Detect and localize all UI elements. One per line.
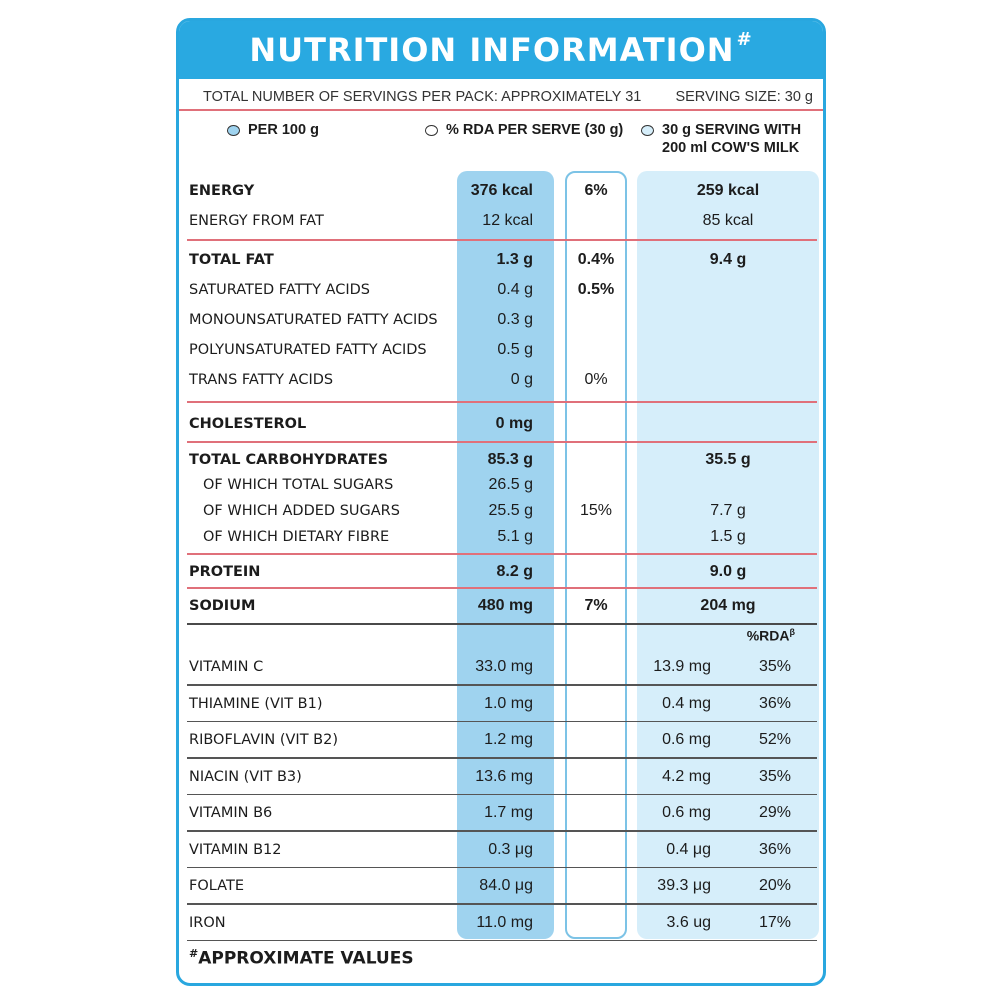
row-total-sugars: OF WHICH TOTAL SUGARS 26.5 g [203, 476, 533, 493]
vitamin-per100: 1.2 mg [484, 731, 533, 748]
footnote: #APPROXIMATE VALUES [189, 947, 414, 969]
row-saturated-fat: SATURATED FATTY ACIDS 0.4 g 0.5% [189, 281, 615, 298]
row-cholesterol: CHOLESTEROL 0 mg [189, 415, 533, 432]
vitamin-milk-rda: 20% [758, 877, 791, 894]
vitamin-name: THIAMINE (VIT B1) [189, 695, 323, 712]
separator [187, 903, 817, 905]
vitamin-milk-amount: 0.6 mg [662, 804, 711, 821]
separator [187, 239, 817, 241]
separator [187, 684, 817, 686]
vitamin-milk-amount: 3.6 ug [666, 913, 711, 931]
legend-milk: 30 g SERVING WITH 200 ml COW'S MILK [641, 121, 801, 157]
vitamin-per100: 11.0 mg [476, 913, 533, 931]
filled-circle-icon [227, 125, 240, 136]
vitamin-row [179, 800, 823, 826]
separator [187, 401, 817, 403]
vitamin-row [179, 727, 823, 753]
row-polyunsaturated-fat: POLYUNSATURATED FATTY ACIDS 0.5 g [189, 341, 533, 358]
serving-size: SERVING SIZE: 30 g [675, 89, 813, 105]
vitamin-name: FOLATE [189, 878, 244, 894]
separator [187, 830, 817, 832]
vitamin-name: VITAMIN B6 [189, 805, 273, 821]
vitamin-per100: 1.0 mg [484, 694, 533, 712]
vitamin-name: VITAMIN C [189, 659, 264, 675]
vitamin-milk-amount: 0.6 mg [662, 731, 711, 748]
row-protein: PROTEIN 8.2 g 9.0 g [189, 563, 747, 580]
row-total-carbohydrates: TOTAL CARBOHYDRATES 85.3 g 35.5 g [189, 451, 751, 468]
title-bar [179, 21, 823, 79]
separator [187, 940, 817, 942]
row-energy-from-fat: ENERGY FROM FAT 12 kcal 85 kcal [189, 212, 754, 229]
separator [187, 721, 817, 723]
vitamin-per100: 0.3 μg [488, 840, 533, 858]
row-added-sugars: OF WHICH ADDED SUGARS 25.5 g 15% 7.7 g [203, 502, 746, 519]
vitamin-row [179, 654, 823, 680]
vitamin-milk-rda: 35% [758, 658, 791, 675]
vitamin-per100: 13.6 mg [475, 767, 533, 785]
servings-row [179, 83, 823, 111]
column-legend [179, 121, 823, 169]
vitamin-row [179, 837, 823, 863]
vitamin-row [179, 873, 823, 899]
vitamin-milk-rda: 52% [758, 731, 791, 748]
vitamin-name: RIBOFLAVIN (VIT B2) [189, 732, 339, 748]
row-sodium: SODIUM 480 mg 7% 204 mg [189, 597, 756, 614]
vitamin-milk-rda: 17% [758, 913, 791, 931]
vitamin-milk-amount: 4.2 mg [662, 767, 711, 785]
separator [187, 623, 817, 625]
rda-column-header: $\%RDA^\beta$ [746, 627, 795, 644]
row-dietary-fibre: OF WHICH DIETARY FIBRE 5.1 g 1.5 g [203, 528, 746, 545]
row-trans-fat: TRANS FATTY ACIDS 0 g 0% [189, 371, 608, 388]
legend-rda: % RDA PER SERVE (30 g) [425, 121, 623, 139]
servings-per-pack: TOTAL NUMBER OF SERVINGS PER PACK: APPROXIMATELY 31 [203, 89, 642, 105]
vitamin-per100: 33.0 mg [475, 658, 533, 675]
separator [187, 553, 817, 555]
vitamin-milk-amount: 13.9 mg [653, 658, 711, 675]
vitamin-milk-amount: 39.3 μg [657, 877, 711, 894]
vitamin-milk-rda: 35% [758, 767, 791, 785]
vitamin-name: NIACIN (VIT B3) [189, 768, 302, 785]
light-circle-icon [641, 125, 654, 136]
separator [187, 587, 817, 589]
vitamin-name: IRON [189, 914, 226, 931]
vitamin-row [179, 764, 823, 790]
separator [187, 441, 817, 443]
vitamin-row [179, 910, 823, 936]
separator [187, 867, 817, 869]
row-total-fat: TOTAL FAT 1.3 g 0.4% 9.4 g [189, 251, 747, 268]
nutrition-panel [176, 18, 826, 986]
panel-title: NUTRITION INFORMATION # [249, 29, 753, 69]
row-energy: ENERGY 376 kcal 6% 259 kcal [189, 182, 760, 199]
vitamin-milk-rda: 29% [758, 804, 791, 821]
separator [187, 794, 817, 796]
hollow-circle-icon [425, 125, 438, 136]
separator [187, 757, 817, 759]
vitamin-name: VITAMIN B12 [189, 841, 282, 858]
vitamin-milk-rda: 36% [758, 694, 791, 712]
vitamin-milk-amount: 0.4 mg [662, 694, 711, 712]
vitamin-per100: 1.7 mg [484, 804, 533, 821]
vitamin-per100: 84.0 μg [479, 877, 533, 894]
vitamin-milk-amount: 0.4 μg [666, 840, 711, 858]
row-monounsaturated-fat: MONOUNSATURATED FATTY ACIDS 0.3 g [189, 311, 533, 328]
legend-per100: PER 100 g [227, 121, 319, 139]
vitamin-row [179, 691, 823, 717]
vitamin-milk-rda: 36% [758, 840, 791, 858]
